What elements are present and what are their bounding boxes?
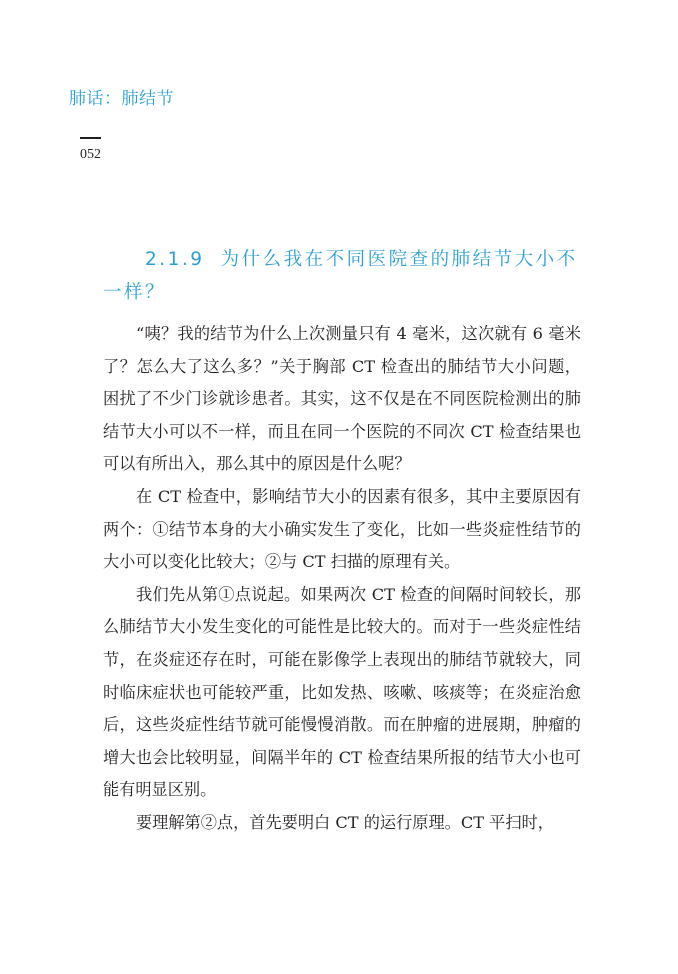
paragraph: 我们先从第①点说起。如果两次 CT 检查的间隔时间较长，那么肺结节大小发生变化的可能性是比较大的。而对于一些炎症性结节，在炎症还存在时，可能在影像学上表现出的肺结节就较大，同时临床症状也可能较严重，比如发热、咳嗽、咳痰等；在炎症治愈后，这些炎症性结节就可能慢慢消散。而在肿瘤的进展期，肿瘤的增大也会比较明显，间隔半年的 CT 检查结果所报的结节大小也可能有明显区别。 [103,584,581,800]
paragraph: “咦？我的结节为什么上次测量只有 4 毫米，这次就有 6 毫米了？怎么大了这么多？”关于胸部 CT 检查出的肺结节大小问题，困扰了不少门诊就诊患者。其实，这不仅是在不同医院检测出的肺结节大小可以不一样，而且在同一个医院的不同次 CT 检查结果也可以有所出入，那么其中的原因是什么呢？ [103,324,581,474]
paragraph: 在 CT 检查中，影响结节大小的因素有很多，其中主要原因有两个：①结节本身的大小确实发生了变化，比如一些炎症性结节的大小可以变化比较大；②与 CT 扫描的原理有关。 [103,486,581,572]
section-heading [103,243,581,309]
body-text [103,318,581,840]
section-number: 2.1.9 [145,249,205,270]
paragraph: 要理解第②点，首先要明白 CT 的运行原理。CT 平扫时， [136,812,554,832]
folio-rule [80,137,101,139]
running-head: 肺话：肺结节 [69,89,174,109]
page-number: 052 [80,147,101,162]
section-title-text: 为什么我在不同医院查的肺结节大小不一样？ [103,249,578,303]
